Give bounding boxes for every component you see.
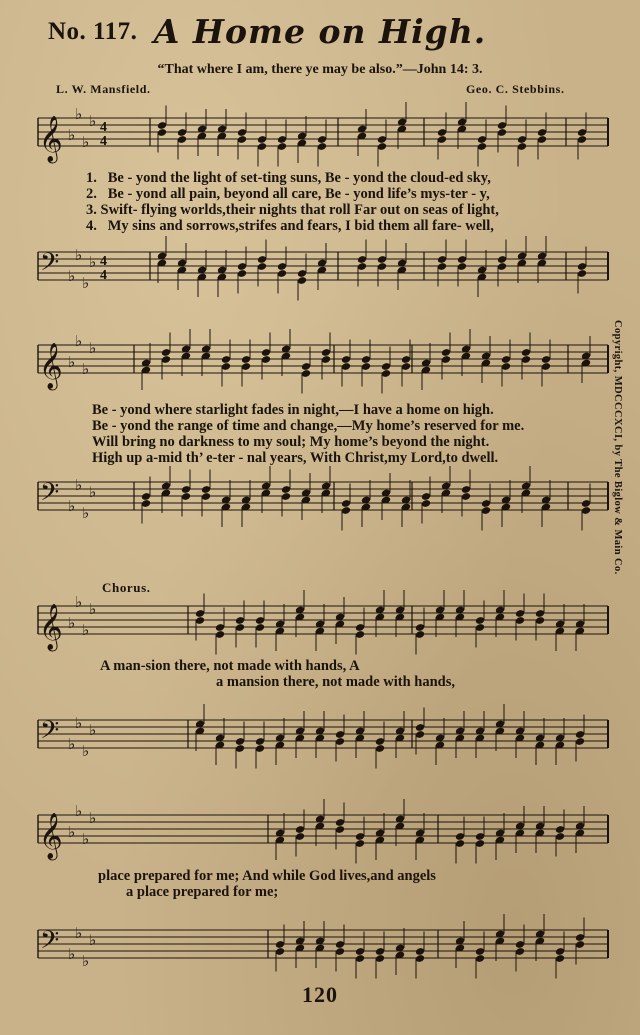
scripture-reference: “That where I am, there ye may be also.”—John 14: 3. [157, 62, 483, 77]
flat-accidental: ♭ [82, 742, 90, 760]
flat-accidental: ♭ [75, 924, 83, 942]
flat-accidental: ♭ [82, 133, 90, 151]
chorus-label: Chorus. [102, 580, 151, 595]
flat-accidental: ♭ [89, 600, 97, 618]
verse-3-line-2: Will bring no darkness to my soul; My home’s beyond the night. [92, 434, 490, 450]
bass-clef: 𝄢 [40, 248, 60, 283]
flat-accidental: ♭ [75, 593, 83, 611]
verse-number: 1. [86, 170, 97, 186]
flat-accidental: ♭ [89, 483, 97, 501]
copyright-notice: Copyright, MDCCCXCI, by The Biglow & Main Co. [612, 320, 623, 575]
flat-accidental: ♭ [68, 823, 76, 841]
treble-clef: 𝄞 [39, 343, 63, 389]
flat-accidental: ♭ [68, 614, 76, 632]
author-credit: L. W. Mansfield. [56, 82, 151, 96]
verse-number: 2. [86, 186, 97, 202]
time-signature-denominator: 4 [100, 134, 107, 149]
verse-2-line-2: Be - yond the range of time and change,—My home’s reserved for me. [92, 418, 525, 434]
flat-accidental: ♭ [75, 246, 83, 264]
flat-accidental: ♭ [82, 952, 90, 970]
flat-accidental: ♭ [89, 253, 97, 271]
flat-accidental: ♭ [68, 945, 76, 963]
flat-accidental: ♭ [75, 802, 83, 820]
hymn-title: A Home on High. [153, 12, 487, 51]
time-signature-numerator: 4 [100, 254, 107, 269]
page-number: 120 [302, 982, 338, 1007]
verse-3-line-1 [86, 202, 499, 219]
time-signature-numerator: 4 [100, 120, 107, 135]
bass-clef: 𝄢 [40, 926, 60, 961]
chorus-soprano-lyrics-2: place prepared for me; And while God lives,and angels [98, 868, 436, 884]
flat-accidental: ♭ [82, 830, 90, 848]
flat-accidental: ♭ [68, 126, 76, 144]
flat-accidental: ♭ [75, 714, 83, 732]
verse-number: 4. [86, 218, 97, 234]
treble-clef: 𝄞 [39, 116, 63, 162]
chorus-alto-lyrics-2: a place prepared for me; [126, 884, 279, 900]
verse-1-line-2: Be - yond where starlight fades in night,—I have a home on high. [92, 402, 494, 418]
bass-clef: 𝄢 [40, 716, 60, 751]
flat-accidental: ♭ [89, 112, 97, 130]
verse-text: Swift- flying worlds,their nights that roll Far out on seas of light, [100, 202, 499, 218]
hymn-number: No. 117. [48, 18, 138, 45]
verse-2-line-1 [86, 186, 490, 203]
flat-accidental: ♭ [68, 267, 76, 285]
flat-accidental: ♭ [89, 339, 97, 357]
flat-accidental: ♭ [68, 497, 76, 515]
flat-accidental: ♭ [89, 809, 97, 827]
flat-accidental: ♭ [75, 105, 83, 123]
flat-accidental: ♭ [75, 476, 83, 494]
flat-accidental: ♭ [68, 353, 76, 371]
flat-accidental: ♭ [82, 360, 90, 378]
verse-number: 3. [86, 202, 97, 218]
verse-text: My sins and sorrows,strifes and fears, I bid them all fare- well, [107, 218, 494, 234]
treble-clef: 𝄞 [39, 813, 63, 859]
flat-accidental: ♭ [82, 274, 90, 292]
chorus-soprano-lyrics-1: A man-sion there, not made with hands, A [100, 658, 360, 674]
flat-accidental: ♭ [75, 332, 83, 350]
verse-1-line-1 [86, 170, 491, 187]
flat-accidental: ♭ [68, 735, 76, 753]
flat-accidental: ♭ [82, 621, 90, 639]
flat-accidental: ♭ [89, 721, 97, 739]
verse-text: Be - yond all pain, beyond all care, Be - yond life’s mys-ter - y, [107, 186, 490, 202]
composer-credit: Geo. C. Stebbins. [466, 82, 565, 96]
verse-text: Be - yond the light of set-ting suns, Be - yond the cloud-ed sky, [107, 170, 491, 186]
time-signature-denominator: 4 [100, 268, 107, 283]
bass-clef: 𝄢 [40, 478, 60, 513]
flat-accidental: ♭ [89, 931, 97, 949]
chorus-alto-lyrics-1: a mansion there, not made with hands, [216, 674, 456, 690]
verse-4-line-1 [86, 218, 494, 235]
treble-clef: 𝄞 [39, 604, 63, 650]
flat-accidental: ♭ [82, 504, 90, 522]
verse-4-line-2: High up a-mid th’ e-ter - nal years, With Christ,my Lord,to dwell. [92, 450, 499, 466]
